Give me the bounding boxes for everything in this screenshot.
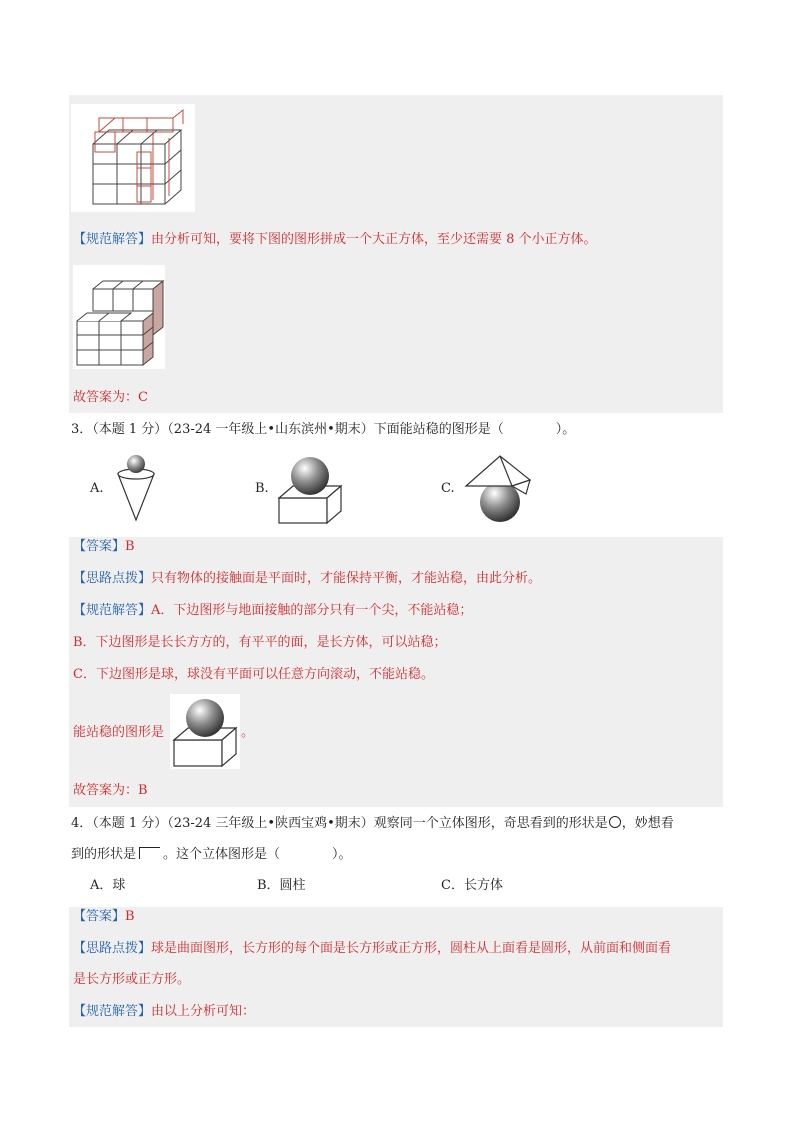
q4-answer-prefix: 【答案】 — [73, 909, 126, 924]
q3-hint-line — [73, 570, 541, 588]
q3-solution-c: C．下边图形是球，球没有平面可以任意方向滚动，不能站稳。 — [73, 667, 434, 682]
rectangle-shape-icon — [139, 847, 160, 859]
q3-answer-prefix: 【答案】 — [73, 539, 126, 554]
q3-option-b-label: B. — [255, 481, 269, 496]
q2-answer-line — [73, 231, 597, 249]
q3-hint-text: 只有物体的接触面是平面时，才能保持平衡，才能站稳，由此分析。 — [151, 571, 542, 586]
q2-final-value: C — [138, 390, 148, 405]
q2-answer-prefix: 【规范解答】 — [73, 232, 152, 247]
q4-stem-line1-b: ，妙想看 — [621, 816, 674, 831]
q2-answer-text: 由分析可知，要将下图的图形拼成一个大正方体，至少还需要 8 个小正方体。 — [151, 232, 597, 247]
q3-stable-suffix: 。 — [241, 725, 255, 740]
q3-solution-prefix: 【规范解答】 — [73, 603, 152, 618]
q3-hint-prefix: 【思路点拨】 — [73, 571, 152, 586]
q4-stem-line2-a: 到的形状是 — [71, 847, 137, 862]
q3-option-c-figure — [460, 452, 532, 526]
q2-figure-cube-outline — [71, 104, 195, 212]
q3-final-value: B — [138, 783, 148, 798]
q4-hint-line1-text: 球是曲面图形，长方形的每个面是长方形或正方形，圆柱从上面看是圆形，从前面和侧面看 — [151, 941, 672, 956]
q4-solution-line — [73, 1003, 255, 1021]
q3-stable-figure — [170, 694, 240, 769]
q4-option-a: A．球 — [90, 878, 126, 893]
q3-solution-a: A．下边图形与地面接触的部分只有一个尖，不能站稳； — [151, 603, 473, 618]
q2-final-prefix: 故答案为： — [73, 390, 139, 405]
q4-hint-line2: 是长方形或正方形。 — [73, 972, 191, 987]
q3-solution-b: B．下边图形是长长方方的，有平平的面，是长方体，可以站稳； — [73, 635, 447, 650]
q2-figure-cube-stack — [73, 265, 165, 369]
q3-final-line — [73, 782, 148, 800]
q4-hint-prefix: 【思路点拨】 — [73, 941, 152, 956]
q4-option-b: B．圆柱 — [257, 878, 306, 893]
q3-option-a-figure — [110, 454, 162, 522]
q4-answer-value: B — [125, 909, 135, 924]
q3-solution-a-line — [73, 602, 472, 620]
circle-shape-icon — [609, 816, 621, 828]
q4-stem-line1-a: 4．（本题 1 分）（23-24 三年级上•陕西宝鸡•期末）观察同一个立体图形，奇思看到的形状是 — [71, 816, 608, 831]
q4-stem-line2-b: 。这个立体图形是（ ）。 — [163, 847, 352, 862]
q3-stable-prefix: 能站稳的图形是 — [73, 725, 165, 740]
q4-answer-line — [73, 908, 135, 926]
q4-stem-line2 — [71, 846, 352, 864]
q4-solution-prefix: 【规范解答】 — [73, 1004, 152, 1019]
q3-option-a-label: A. — [90, 481, 104, 496]
q4-stem-line1 — [71, 815, 674, 833]
q3-answer-line — [73, 538, 135, 556]
q2-final-line — [73, 389, 148, 407]
q3-stem: 3．（本题 1 分）（23-24 一年级上•山东滨州•期末）下面能站稳的图形是（ ）。 — [71, 422, 576, 437]
q4-option-c: C．长方体 — [441, 878, 503, 893]
q4-hint-line1 — [73, 940, 671, 958]
q3-final-prefix: 故答案为： — [73, 783, 139, 798]
q3-answer-value: B — [125, 539, 135, 554]
q4-solution-text: 由以上分析可知： — [151, 1004, 256, 1019]
q3-option-c-label: C. — [441, 481, 455, 496]
q3-option-b-figure — [275, 454, 345, 526]
